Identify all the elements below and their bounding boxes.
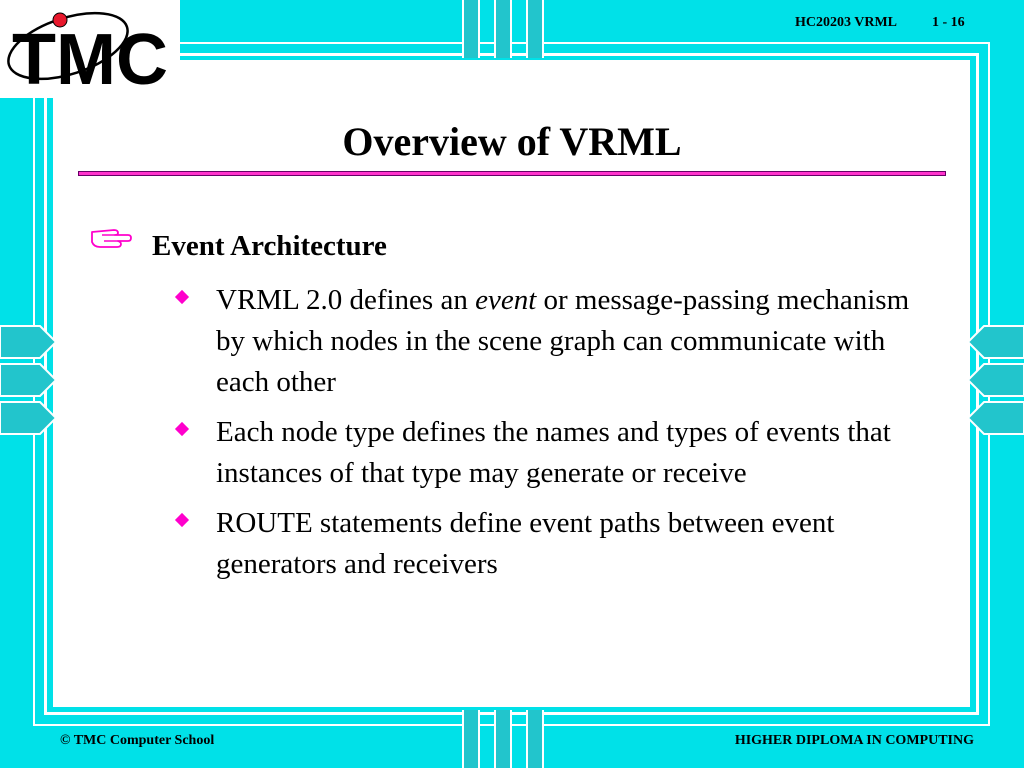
title-divider [78,171,946,176]
bullet-item: ROUTE statements define event paths between event generators and receivers [176,503,936,585]
footer-copyright: © TMC Computer School [60,733,215,748]
left-side-chevrons [0,322,60,442]
diamond-bullet-icon [175,290,189,304]
event-architecture-heading: Event Architecture [152,230,387,262]
footer-program: HIGHER DIPLOMA IN COMPUTING [734,733,974,748]
tmc-logo [0,0,180,98]
pointing-hand-icon [88,222,134,252]
diamond-bullet-icon [175,513,189,527]
bullet-list [176,280,936,594]
bullet-item: VRML 2.0 defines an event or message-passing mechanism by which nodes in the scene graph can communicate with each other [176,280,936,403]
slide-title: Overview of VRML [342,119,682,164]
diamond-bullet-icon [175,422,189,436]
page-number: 1 - 16 [932,15,965,30]
course-code: HC20203 VRML [795,15,898,30]
svg-text:TMC: TMC [12,20,168,98]
right-side-chevrons [964,322,1024,442]
bullet-item: Each node type defines the names and types of events that instances of that type may generate or receive [176,412,936,494]
